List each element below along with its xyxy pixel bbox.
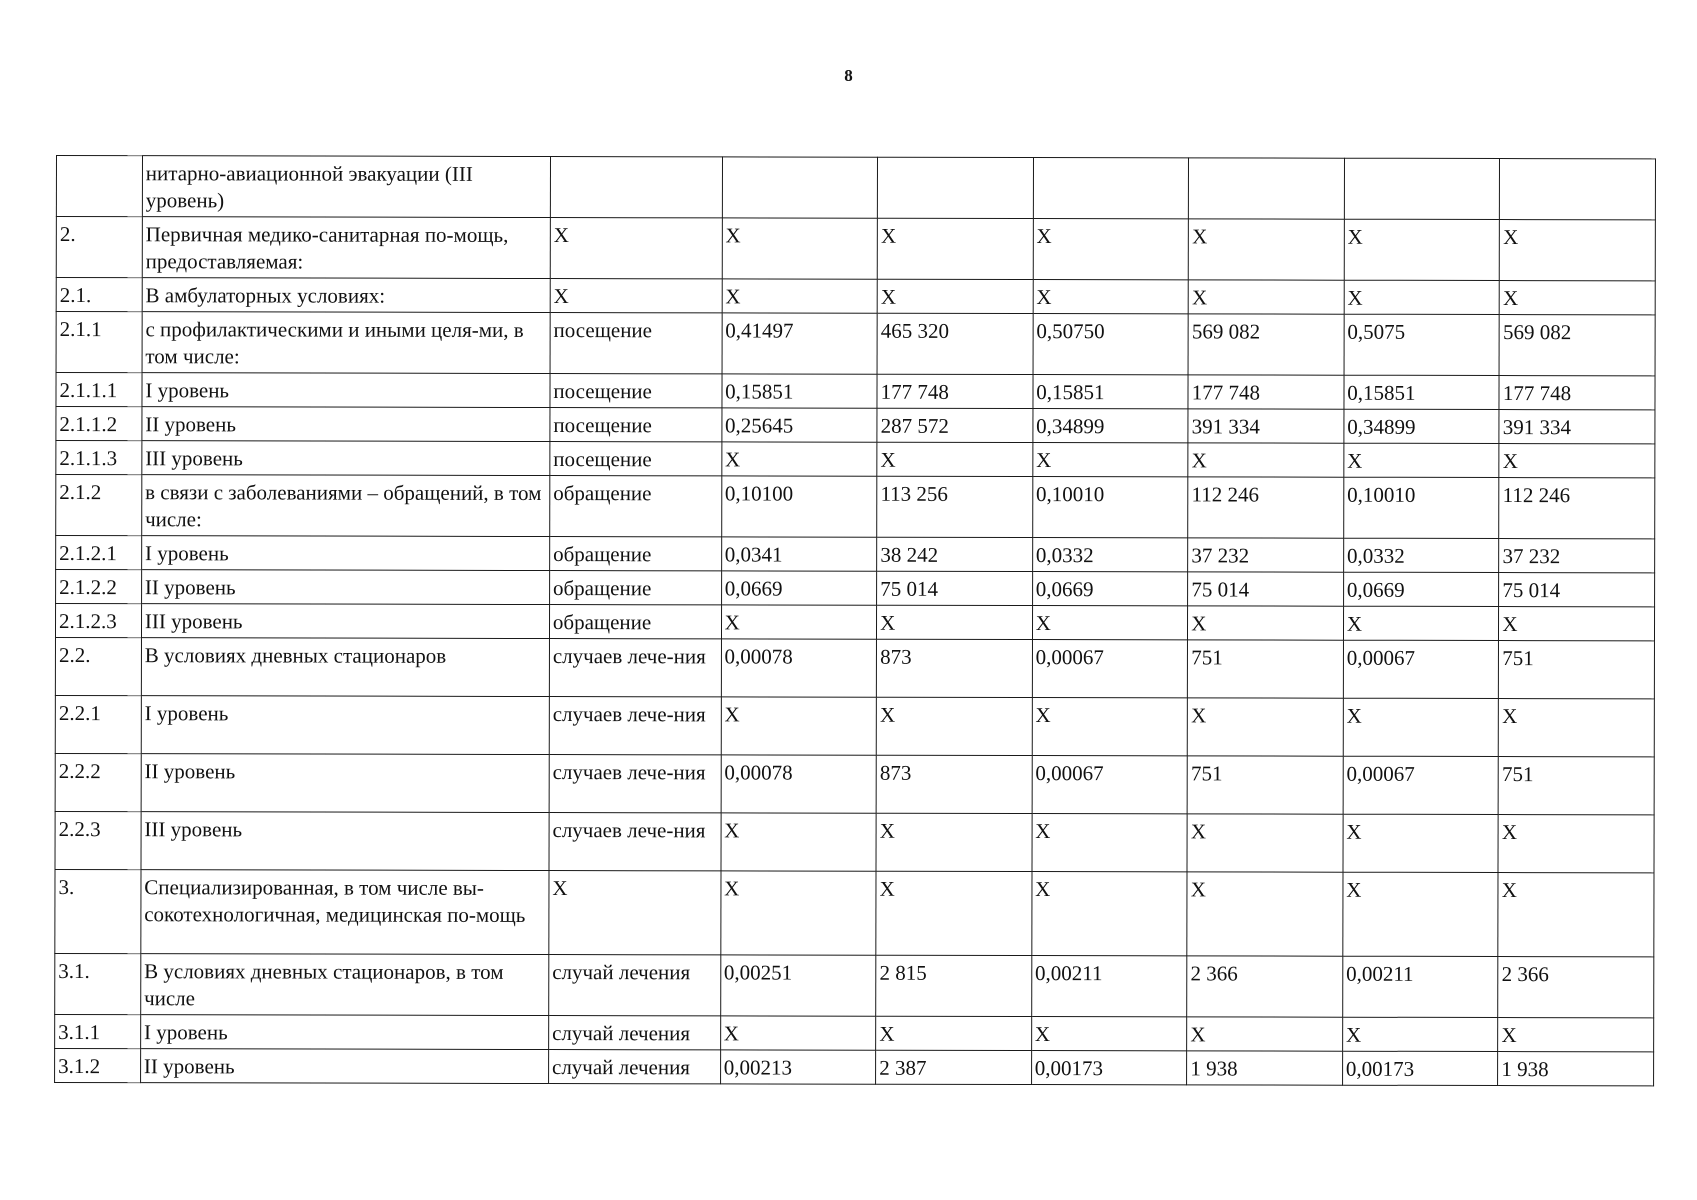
value-cell-3: 0,0669 [1032, 572, 1188, 606]
row-number-cell: 2.2.2 [55, 753, 141, 811]
row-number-cell: 2.2. [55, 638, 141, 696]
value-cell-4: Х [1188, 698, 1344, 756]
row-unit-cell: случаев лече-ния [549, 813, 721, 871]
value-cell-2: 113 256 [877, 476, 1033, 537]
value-cell-2: Х [876, 871, 1032, 955]
row-unit-cell: Х [550, 218, 722, 279]
row-unit-cell: случаев лече-ния [549, 639, 721, 697]
value-cell-4: 391 334 [1188, 409, 1344, 443]
value-cell-6: 569 082 [1499, 315, 1655, 376]
value-cell-6: Х [1499, 699, 1655, 757]
value-cell-1: 0,00251 [720, 955, 876, 1016]
row-number-cell: 2.1.1.2 [56, 407, 142, 441]
row-number-cell: 2.1. [56, 278, 142, 312]
value-cell-1: 0,41497 [722, 313, 878, 374]
value-cell-1: 0,0669 [721, 571, 877, 605]
table-row [55, 695, 1654, 756]
value-cell-2: Х [876, 697, 1032, 755]
value-cell-4: 37 232 [1188, 538, 1344, 572]
row-unit-cell: случаев лече-ния [549, 697, 721, 755]
table-row [56, 475, 1655, 539]
value-cell-6: 37 232 [1499, 539, 1655, 573]
table-row [55, 869, 1654, 956]
value-cell-2: Х [877, 218, 1033, 279]
row-number-cell: 2.1.1 [56, 312, 142, 373]
value-cell-1: Х [720, 1016, 876, 1050]
value-cell-4: Х [1188, 443, 1344, 477]
value-cell-6: 2 366 [1498, 957, 1654, 1018]
value-cell-5: 0,10010 [1344, 477, 1500, 538]
value-cell-4: Х [1188, 606, 1344, 640]
table-row [55, 638, 1654, 699]
value-cell-4: Х [1187, 1017, 1343, 1051]
value-cell-3: 0,15851 [1033, 375, 1189, 409]
row-number-cell: 3.1. [55, 953, 141, 1014]
value-cell-5: 0,34899 [1344, 409, 1500, 443]
value-cell-6: 1 938 [1498, 1052, 1654, 1086]
value-cell-6: 75 014 [1499, 573, 1655, 607]
value-cell-2: 287 572 [877, 408, 1033, 442]
value-cell-1: 0,10100 [721, 476, 877, 537]
row-unit-cell: посещение [550, 374, 722, 408]
value-cell-2: Х [876, 1016, 1032, 1050]
value-cell-6: Х [1500, 281, 1656, 315]
row-name-cell: с профилактическими и иными целя-ми, в том числе: [142, 312, 550, 374]
table-row [55, 753, 1654, 814]
value-cell-3: Х [1032, 872, 1188, 956]
value-cell-2: 873 [877, 639, 1033, 697]
value-cell-4: 177 748 [1188, 375, 1344, 409]
value-cell-5: 0,0332 [1343, 538, 1499, 572]
row-number-cell: 3. [55, 869, 141, 953]
value-cell-3 [1033, 158, 1189, 219]
value-cell-3: 0,10010 [1032, 477, 1188, 538]
value-cell-5 [1344, 158, 1500, 219]
value-cell-1 [722, 157, 878, 218]
row-unit-cell: случай лечения [549, 1016, 721, 1050]
row-name-cell: в связи с заболеваниями – обращений, в том числе: [142, 475, 550, 537]
value-cell-3: 0,0332 [1032, 538, 1188, 572]
row-unit-cell: обращение [549, 605, 721, 639]
value-cell-1: 0,00213 [720, 1050, 876, 1084]
row-name-cell: Первичная медико-санитарная по-мощь, предоставляемая: [142, 217, 550, 279]
value-cell-1: Х [722, 218, 878, 279]
value-cell-5: 0,5075 [1344, 314, 1500, 375]
value-cell-6: 112 246 [1499, 478, 1655, 539]
data-table [54, 155, 1656, 1086]
row-name-cell: В амбулаторных условиях: [142, 278, 550, 313]
value-cell-6: 391 334 [1499, 410, 1655, 444]
row-number-cell: 2.2.3 [55, 811, 141, 869]
value-cell-2: 177 748 [877, 374, 1033, 408]
row-number-cell: 2.2.1 [55, 695, 141, 753]
value-cell-6: 177 748 [1499, 376, 1655, 410]
row-name-cell: I уровень [142, 373, 550, 408]
table-row [56, 536, 1655, 573]
value-cell-4: 751 [1187, 756, 1343, 814]
row-unit-cell: случаев лече-ния [549, 755, 721, 813]
value-cell-2: Х [877, 279, 1033, 313]
row-name-cell: II уровень [140, 1049, 548, 1084]
table-row [56, 312, 1655, 376]
table-row [56, 373, 1655, 410]
value-cell-1: 0,0341 [721, 537, 877, 571]
row-name-cell: II уровень [142, 407, 550, 442]
row-unit-cell: обращение [550, 476, 722, 537]
table-row [55, 1014, 1654, 1051]
value-cell-1: 0,00078 [721, 639, 877, 697]
table-row [56, 217, 1655, 281]
row-number-cell [56, 156, 142, 217]
row-unit-cell: Х [549, 871, 721, 955]
value-cell-3: 0,00173 [1031, 1051, 1187, 1085]
value-cell-3: Х [1033, 280, 1189, 314]
table-row [56, 407, 1655, 444]
value-cell-6 [1500, 159, 1656, 220]
table-row [55, 953, 1654, 1017]
table-row [56, 278, 1655, 315]
table-row [55, 811, 1654, 872]
value-cell-1: 0,25645 [722, 408, 878, 442]
value-cell-4: Х [1187, 814, 1343, 872]
value-cell-3: Х [1032, 606, 1188, 640]
value-cell-3: 0,34899 [1033, 409, 1189, 443]
value-cell-1: Х [722, 279, 878, 313]
value-cell-3: Х [1033, 443, 1189, 477]
row-number-cell: 2.1.1.1 [56, 373, 142, 407]
value-cell-6: Х [1499, 607, 1655, 641]
value-cell-5: 0,00067 [1343, 756, 1499, 814]
row-name-cell: III уровень [142, 441, 550, 476]
row-unit-cell [550, 157, 722, 218]
value-cell-6: Х [1499, 444, 1655, 478]
value-cell-4 [1189, 158, 1345, 219]
row-unit-cell: посещение [550, 408, 722, 442]
value-cell-1: 0,00078 [721, 755, 877, 813]
row-number-cell: 3.1.2 [55, 1048, 141, 1082]
value-cell-5: 0,00173 [1342, 1051, 1498, 1085]
value-cell-2: Х [876, 813, 1032, 871]
value-cell-4: Х [1188, 280, 1344, 314]
row-name-cell: В условиях дневных стационаров [141, 638, 549, 697]
value-cell-3: Х [1033, 219, 1189, 280]
value-cell-1: Х [721, 605, 877, 639]
value-cell-3: 0,00067 [1032, 756, 1188, 814]
value-cell-3: 0,00211 [1031, 956, 1187, 1017]
value-cell-4: 1 938 [1187, 1051, 1343, 1085]
value-cell-1: Х [721, 697, 877, 755]
value-cell-4: 112 246 [1188, 477, 1344, 538]
value-cell-5: 0,15851 [1344, 375, 1500, 409]
value-cell-4: 2 366 [1187, 956, 1343, 1017]
value-cell-4: Х [1187, 872, 1343, 956]
value-cell-5: 0,00067 [1343, 640, 1499, 698]
row-number-cell: 2.1.1.3 [56, 441, 142, 475]
row-name-cell: В условиях дневных стационаров, в том числе [141, 954, 549, 1016]
value-cell-5: Х [1344, 219, 1500, 280]
row-unit-cell: обращение [550, 537, 722, 571]
value-cell-4: 75 014 [1188, 572, 1344, 606]
row-name-cell: III уровень [141, 812, 549, 871]
value-cell-5: Х [1343, 872, 1499, 956]
row-name-cell: I уровень [141, 696, 549, 755]
table-row [56, 156, 1655, 220]
row-number-cell: 2.1.2.3 [55, 604, 141, 638]
value-cell-2: 2 815 [876, 955, 1032, 1016]
value-cell-5: 0,00211 [1343, 956, 1499, 1017]
table-row [56, 570, 1655, 607]
row-unit-cell: случай лечения [549, 955, 721, 1016]
row-unit-cell: посещение [550, 313, 722, 374]
value-cell-4: Х [1189, 219, 1345, 280]
value-cell-1: Х [721, 813, 877, 871]
value-cell-5: Х [1343, 814, 1499, 872]
row-name-cell: II уровень [141, 570, 549, 605]
row-name-cell: I уровень [140, 1015, 548, 1050]
value-cell-2: 2 387 [876, 1050, 1032, 1084]
row-number-cell: 2.1.2.1 [56, 536, 142, 570]
value-cell-5: 0,0669 [1343, 572, 1499, 606]
table-body [55, 156, 1656, 1086]
table-row [55, 1048, 1654, 1085]
value-cell-6: Х [1498, 873, 1654, 957]
value-cell-2: 38 242 [877, 537, 1033, 571]
row-unit-cell: обращение [549, 571, 721, 605]
value-cell-1: Х [720, 871, 876, 955]
value-cell-4: 569 082 [1188, 314, 1344, 375]
value-cell-3: 0,00067 [1032, 640, 1188, 698]
value-cell-2: Х [877, 442, 1033, 476]
value-cell-2: Х [877, 605, 1033, 639]
page-number: 8 [844, 66, 853, 85]
value-cell-3: 0,50750 [1033, 314, 1189, 375]
row-unit-cell: посещение [550, 442, 722, 476]
row-number-cell: 2.1.2 [56, 475, 142, 536]
row-name-cell: III уровень [141, 604, 549, 639]
row-unit-cell: Х [550, 279, 722, 313]
row-number-cell: 2.1.2.2 [56, 570, 142, 604]
value-cell-2: 75 014 [877, 571, 1033, 605]
row-number-cell: 2. [56, 217, 142, 278]
value-cell-1: 0,15851 [722, 374, 878, 408]
value-cell-5: Х [1343, 698, 1499, 756]
value-cell-6: 751 [1499, 641, 1655, 699]
value-cell-6: 751 [1498, 757, 1654, 815]
value-cell-6: Х [1498, 815, 1654, 873]
value-cell-6: Х [1500, 220, 1656, 281]
value-cell-5: Х [1342, 1017, 1498, 1051]
value-cell-3: Х [1032, 698, 1188, 756]
value-cell-2 [878, 157, 1034, 218]
row-name-cell: нитарно-авиационной эвакуации (III уровень) [142, 156, 550, 218]
row-number-cell: 3.1.1 [55, 1014, 141, 1048]
table-row [56, 441, 1655, 478]
value-cell-6: Х [1498, 1018, 1654, 1052]
value-cell-3: Х [1031, 1017, 1187, 1051]
row-name-cell: I уровень [141, 536, 549, 571]
value-cell-4: 751 [1188, 640, 1344, 698]
value-cell-5: Х [1343, 606, 1499, 640]
row-name-cell: II уровень [141, 754, 549, 813]
value-cell-3: Х [1032, 814, 1188, 872]
value-cell-2: 465 320 [877, 313, 1033, 374]
table-row [55, 604, 1654, 641]
row-name-cell: Специализированная, в том числе вы-сокотехнологичная, медицинская по-мощь [141, 870, 549, 955]
value-cell-5: Х [1344, 280, 1500, 314]
value-cell-5: Х [1344, 443, 1500, 477]
row-unit-cell: случай лечения [548, 1050, 720, 1084]
value-cell-1: Х [721, 442, 877, 476]
value-cell-2: 873 [876, 755, 1032, 813]
